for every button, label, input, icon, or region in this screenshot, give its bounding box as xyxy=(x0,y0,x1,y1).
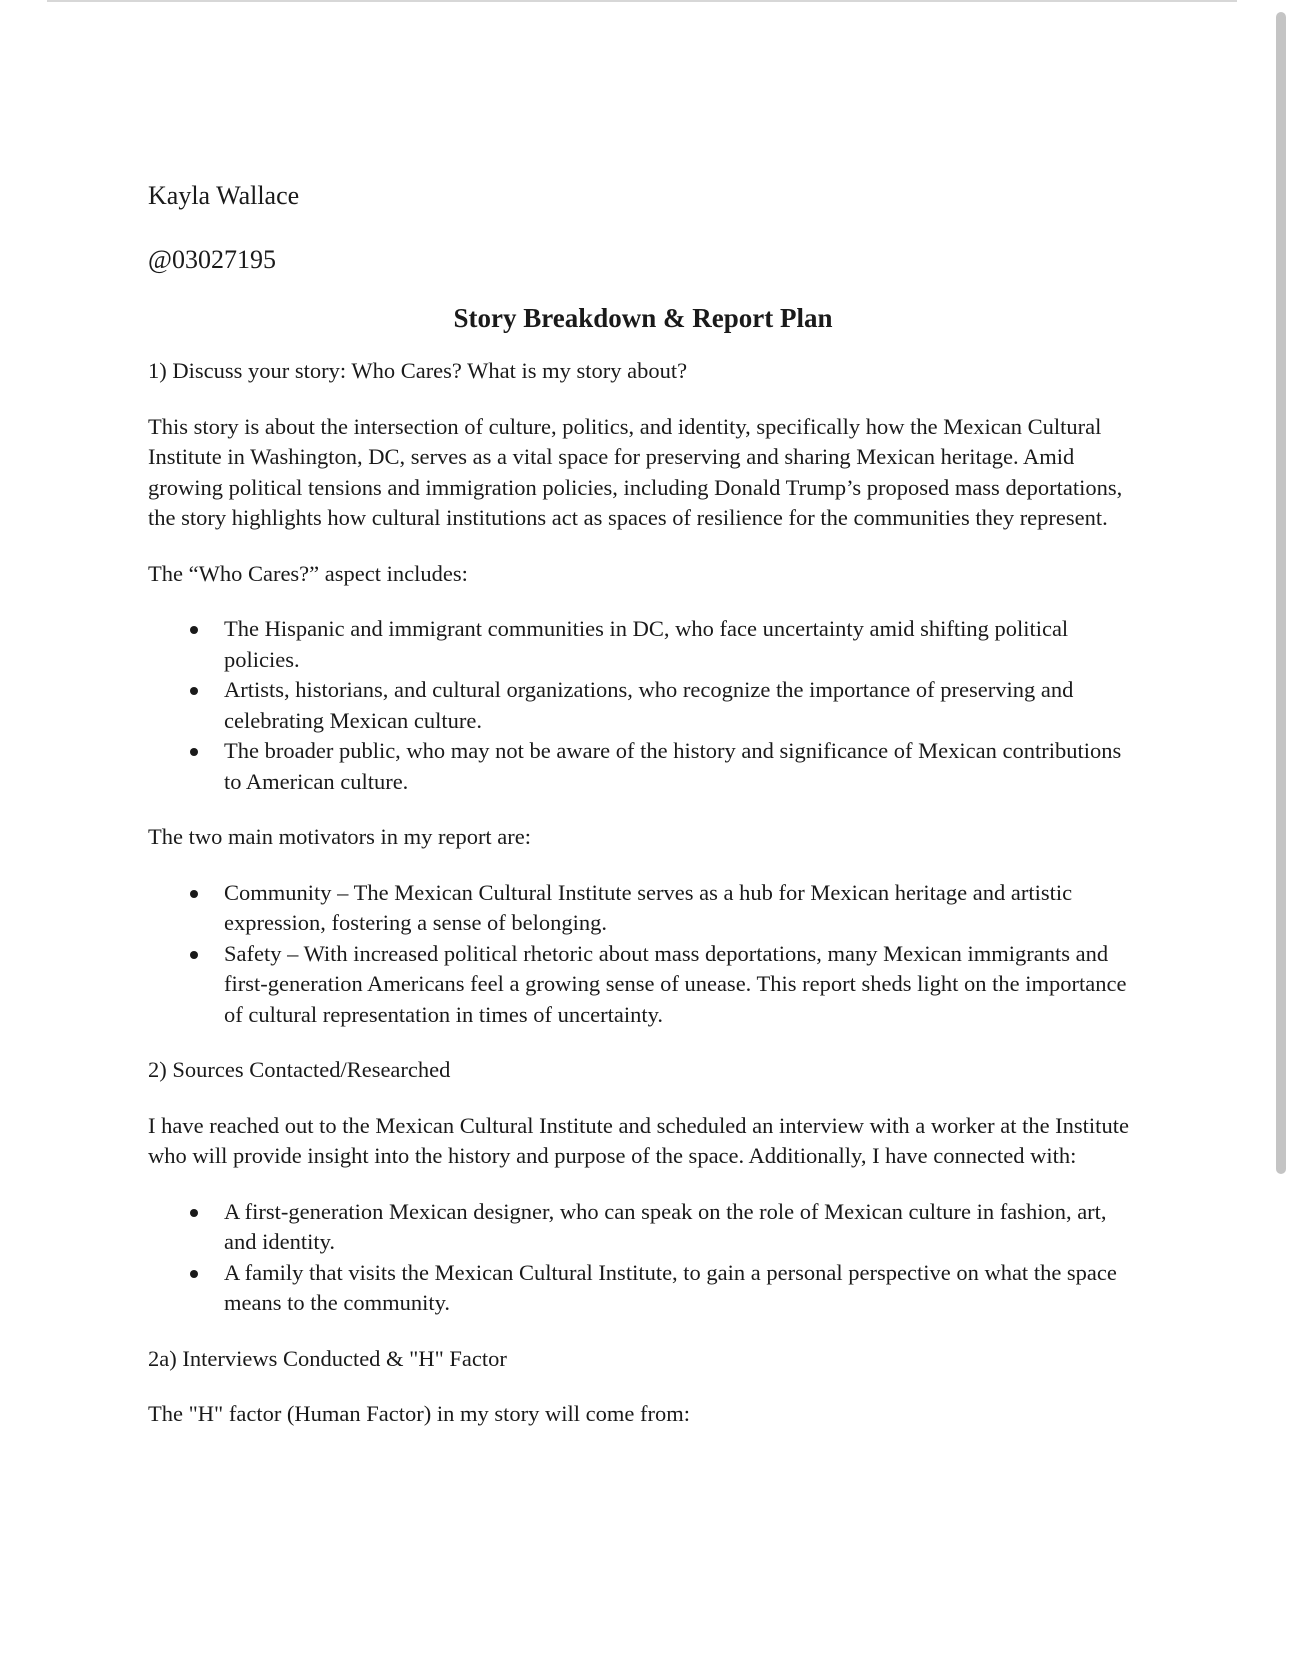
list-item xyxy=(148,1197,1138,1258)
list-item xyxy=(148,939,1138,1031)
top-divider xyxy=(47,0,1237,2)
bullet-icon xyxy=(190,687,198,695)
list-item-text: A family that visits the Mexican Cultural Institute, to gain a personal perspective on what the space means to the community. xyxy=(224,1259,1117,1315)
section-1-paragraph: This story is about the intersection of culture, politics, and identity, specifically how the Mexican Cultural Institute in Washington, DC, serves as a vital space for preserving and sharing Mexican heritage. Amid growing political tensions and immigration policies, including Donald Trump’s proposed mass deportations, the story highlights how cultural institutions act as spaces of resilience for the communities they represent. xyxy=(148,413,1123,530)
vertical-scrollbar[interactable] xyxy=(1268,0,1290,1666)
bullet-icon xyxy=(190,890,198,898)
list-item-text: The broader public, who may not be aware of the history and significance of Mexican contributions to American culture. xyxy=(224,738,1122,794)
bullet-icon xyxy=(190,1209,198,1217)
list-item xyxy=(148,736,1138,797)
motivators-intro: The two main motivators in my report are: xyxy=(148,824,532,849)
section-2-heading: 2) Sources Contacted/Researched xyxy=(148,1057,451,1082)
sources-list xyxy=(148,1197,1138,1319)
list-item-text: The Hispanic and immigrant communities in DC, who face uncertainty amid shifting political policies. xyxy=(224,616,1069,672)
section-2-paragraph: I have reached out to the Mexican Cultural Institute and scheduled an interview with a worker at the Institute who will provide insight into the history and purpose of the space. Additionally, I have connected with: xyxy=(148,1112,1129,1168)
who-cares-list xyxy=(148,614,1138,797)
author-name: Kayla Wallace xyxy=(148,181,300,210)
bullet-icon xyxy=(190,1270,198,1278)
document-page xyxy=(148,178,1138,1455)
list-item xyxy=(148,675,1138,736)
section-2a-paragraph: The "H" factor (Human Factor) in my story will come from: xyxy=(148,1401,690,1426)
list-item xyxy=(148,1258,1138,1319)
scrollbar-thumb[interactable] xyxy=(1276,12,1286,1174)
list-item-text: Artists, historians, and cultural organizations, who recognize the importance of preserving and celebrating Mexican culture. xyxy=(224,677,1074,733)
motivators-list xyxy=(148,878,1138,1031)
list-item-text: Safety – With increased political rhetoric about mass deportations, many Mexican immigrants and first-generation Americans feel a growing sense of unease. This report sheds light on the importance of cultural representation in times of uncertainty. xyxy=(224,940,1127,1027)
student-id: @03027195 xyxy=(148,245,276,274)
list-item-text: A first-generation Mexican designer, who can speak on the role of Mexican culture in fashion, art, and identity. xyxy=(224,1198,1107,1254)
section-1-heading: 1) Discuss your story: Who Cares? What is my story about? xyxy=(148,358,688,383)
bullet-icon xyxy=(190,626,198,634)
document-title: Story Breakdown & Report Plan xyxy=(453,303,833,333)
bullet-icon xyxy=(190,951,198,959)
list-item xyxy=(148,614,1138,675)
who-cares-intro: The “Who Cares?” aspect includes: xyxy=(148,560,468,586)
bullet-icon xyxy=(190,748,198,756)
section-2a-heading: 2a) Interviews Conducted & "H" Factor xyxy=(148,1345,507,1371)
list-item-text: Community – The Mexican Cultural Institute serves as a hub for Mexican heritage and artistic expression, fostering a sense of belonging. xyxy=(224,879,1073,935)
list-item xyxy=(148,878,1138,939)
